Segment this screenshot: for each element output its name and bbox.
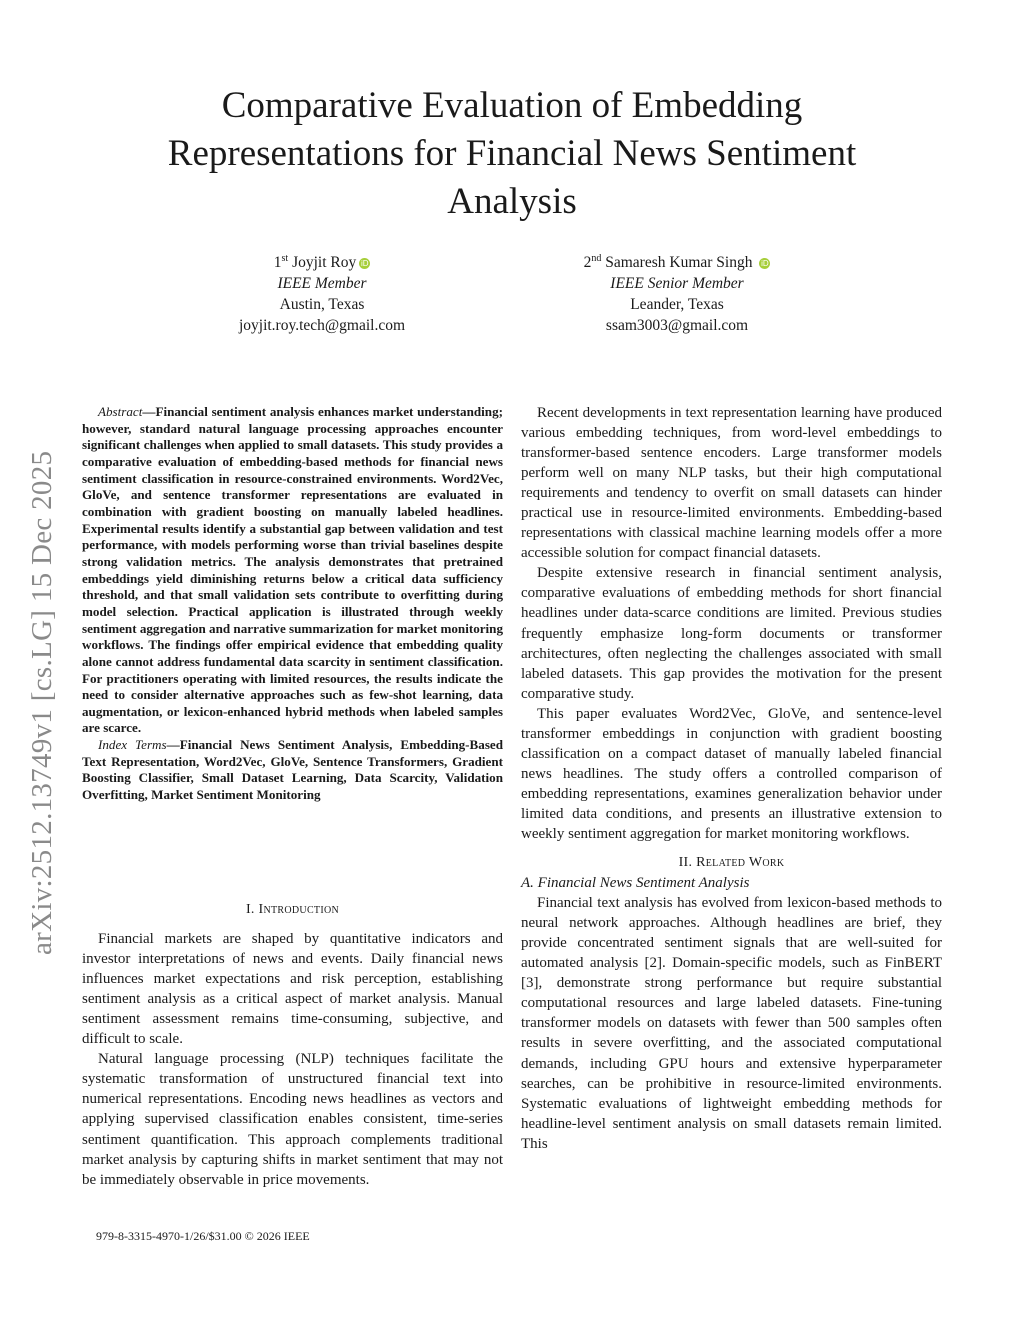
abstract-text: —Financial sentiment analysis enhances market understanding; however, standard natural language processing approaches encounter significant challenges when applied to small datasets. This study provides a comparative evaluation of embedding-based methods for financial news sentiment classification in resource-constrained environments. Word2Vec, GloVe, and sentence transformer representations are evaluated in combination with gradient boosting on manually labeled headlines. Experimental results identify a substantial gap between validation and test performance, with models performing worse than trivial baselines despite strong validation metrics. The analysis demonstrates that pretrained embeddings yield diminishing returns below a critical data sufficiency threshold, and that small validation sets contribute to overfitting during model selection. Practical application is illustrated through weekly sentiment aggregation and narrative summarization for market monitoring workflows. The findings offer empirical evidence that embedding quality alone cannot address fundamental data scarcity in sentiment classification. For practitioners operating with limited resources, the results indicate the need to consider alternative approaches such as few-shot learning, data augmentation, or lexicon-enhanced hybrid methods when labeled samples are scarce.: [82, 404, 504, 736]
abstract-label: Abstract: [98, 404, 143, 419]
author-name: Samaresh Kumar Singh: [605, 254, 753, 272]
author-ordinal-suffix: nd: [591, 253, 602, 264]
paragraph: This paper evaluates Word2Vec, GloVe, and sentence-level transformer embeddings in conjunction with gradient boosting classification on a compact dataset of manually labeled financial news headlines. The study offers a controlled comparison of embedding representations, examines generalization behavior under limited data conditions, and presents an illustrative extension to weekly sentiment aggregation for market monitoring workflows.: [521, 705, 942, 842]
author-location: Austin, Texas: [279, 296, 365, 314]
author-role: IEEE Senior Member: [610, 275, 744, 293]
author-email: joyjit.roy.tech@gmail.com: [238, 317, 406, 335]
introduction-section: [82, 900, 503, 1190]
arxiv-stamp: arXiv:2512.13749v1 [cs.LG] 15 Dec 2025: [26, 450, 58, 955]
paragraph: Despite extensive research in financial sentiment analysis, comparative evaluations of embedding methods for short financial headlines under data-scarce conditions are limited. Previous studies frequently emphasize long-form documents or transformer architectures, often neglecting the challenges associated with small labeled datasets. This gap provides the motivation for the present comparative study.: [521, 565, 942, 702]
author-name: Joyjit Roy: [292, 254, 357, 272]
author-email: ssam3003@gmail.com: [605, 317, 749, 335]
orcid-icon[interactable]: iD: [360, 259, 369, 269]
author-ordinal-suffix: st: [281, 253, 289, 264]
author-ordinal: 2: [583, 254, 592, 272]
author-2: [527, 248, 827, 336]
paper-title: Comparative Evaluation of Embedding Representations for Financial News Sentiment Analysis: [167, 85, 857, 222]
introduction-continued: [521, 403, 942, 1154]
section-heading: II. Related Work: [678, 855, 785, 871]
paragraph: Financial markets are shaped by quantitative indicators and investor interpretations of news and events. Daily financial news influences market expectations and risk perception, establishing sentiment analysis as a critical aspect of market analysis. Manual sentiment assessment remains time-consuming, subjective, and difficult to scale.: [82, 931, 503, 1048]
author-ordinal: 1: [273, 254, 282, 272]
index-terms-text: —Financial News Sentiment Analysis, Embedding-Based Text Representation, Word2Vec, GloVe, Sentence Transformers, Gradient Boosting Classifier, Small Dataset Learning, Data Scarcity, Validation Overfitting, Market Sentiment Monitoring: [82, 737, 504, 803]
author-location: Leander, Texas: [630, 296, 724, 314]
paragraph: Financial text analysis has evolved from lexicon-based methods to neural network approaches. Although headlines are brief, they provide concentrated sentiment signals that are well-suited for automated analysis [2]. Domain-specific models, such as FinBERT [3], demonstrate strong performance but require substantial computational resources and large labeled datasets. Fine-tuning transformer models on datasets with fewer than 500 samples often results in severe overfitting, and the associated computational demands, including GPU hours and extensive hyperparameter searches, can be prohibitive in resource-limited environments. Systematic evaluations of lightweight embedding methods for headline-level sentiment analysis on small datasets remain limited. This: [521, 895, 942, 1152]
paragraph: Recent developments in text representation learning have produced various embedding techniques, from word-level embeddings to transformer-based sentence encoders. Large transformer models perform well on many NLP tasks, but their high computational requirements and tendency to overfit on small datasets can hinder practical use in resource-limited environments. Embedding-based representations with classical machine learning models offer a more accessible solution for compact financial datasets.: [521, 405, 942, 562]
author-role: IEEE Member: [277, 275, 367, 293]
subsection-heading: A. Financial News Sentiment Analysis: [521, 875, 750, 892]
orcid-icon[interactable]: iD: [761, 259, 769, 269]
index-terms-label: Index Terms: [98, 737, 167, 753]
author-1: [172, 248, 472, 336]
section-heading: I. Introduction: [245, 902, 340, 917]
copyright-footer: 979-8-3315-4970-1/26/$31.00 © 2026 IEEE: [96, 1229, 310, 1243]
abstract: [82, 404, 503, 804]
paragraph: Natural language processing (NLP) techniques facilitate the systematic transformation of unstructured financial text into numerical representations. Encoding news headlines as vectors and applying supervised classification enables consistent, time-series sentiment quantification. This approach complements traditional market analysis by capturing shifts in market sentiment that may not be immediately observable in price movements.: [82, 1051, 503, 1188]
